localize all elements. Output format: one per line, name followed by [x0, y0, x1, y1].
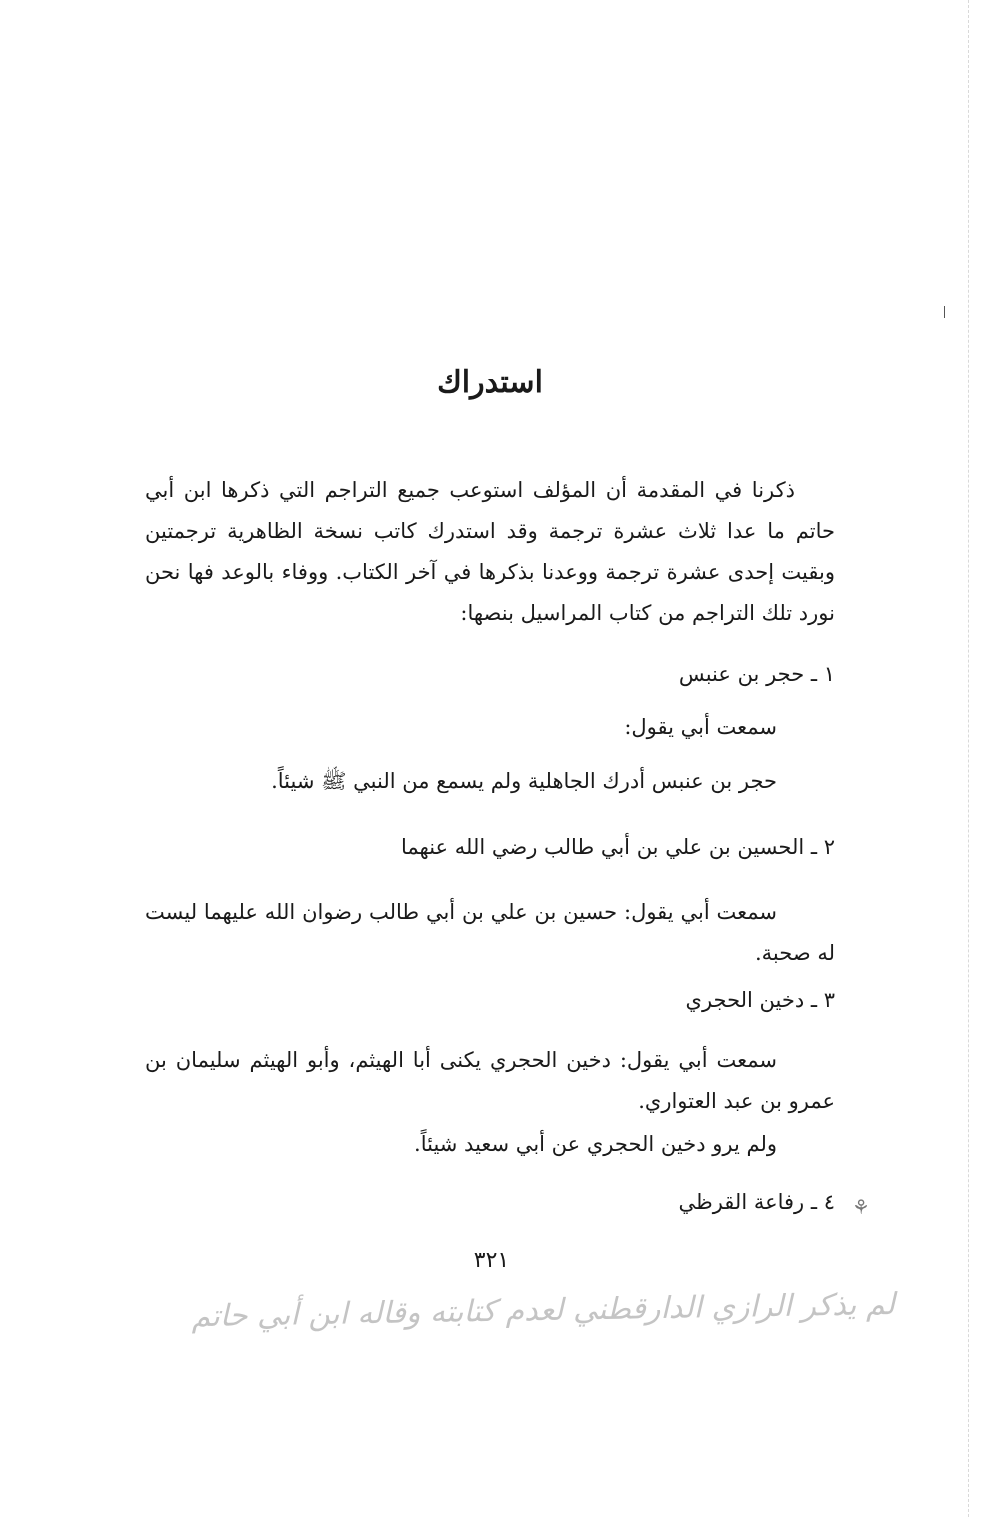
entry-heading: ١ ـ حجر بن عنبس	[678, 662, 835, 686]
entry-paragraph: سمعت أبي يقول: حسين بن علي بن أبي طالب رضوان الله عليهما ليست له صحبة.	[145, 900, 835, 965]
entry-line: ولم يرو دخين الحجري عن أبي سعيد شيئاً.	[414, 1132, 777, 1156]
page-edge-mark	[944, 306, 945, 318]
entry-heading: ٣ ـ دخين الحجري	[685, 988, 835, 1012]
page-title: استدراك	[437, 365, 543, 400]
intro-paragraph: ذكرنا في المقدمة أن المؤلف استوعب جميع التراجم التي ذكرها ابن أبي حاتم ما عدا ثلاث عشرة ترجمة وقد استدرك كاتب نسخة الظاهرية ترجمتين وبقيت إحدى عشرة ترجمة ووعدنا بذكرها في آخر الكتاب. ووفاء بالوعد فها نحن نورد تلك التراجم من كتاب المراسيل بنصها:	[145, 478, 835, 625]
entry-line: سمعت أبي يقول:	[624, 715, 777, 739]
margin-ornament-icon: ⚘	[852, 1195, 870, 1219]
entry-line: حجر بن عنبس أدرك الجاهلية ولم يسمع من النبي ﷺ شيئاً.	[271, 769, 777, 793]
page-edge-line	[968, 0, 969, 1517]
page-number: ٣٢١	[473, 1248, 510, 1273]
handwritten-note: لم يذكر الرازي الدارقطني لعدم كتابته وقاله ابن أبي حاتم	[191, 1286, 896, 1335]
entry-heading: ٤ ـ رفاعة القرظي	[678, 1190, 835, 1214]
entry-paragraph: سمعت أبي يقول: دخين الحجري يكنى أبا الهيثم، وأبو الهيثم سليمان بن عمرو بن عبد العتواري.	[145, 1048, 835, 1113]
entry-heading: ٢ ـ الحسين بن علي بن أبي طالب رضي الله عنهما	[401, 835, 835, 859]
